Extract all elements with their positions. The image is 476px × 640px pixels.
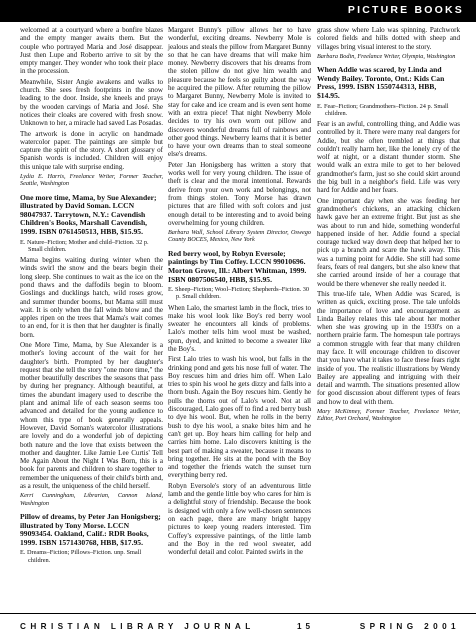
issue-date: SPRING 2001 [359, 622, 460, 631]
section-header-bar [0, 0, 476, 22]
review-paragraph: The artwork is done in acrylic on handmade watercolor paper. The paintings are simple but capture the spirit of the story. A short glossary of Spanish words is included. Children will enjoy this unique tale with surprise ending. [20, 129, 163, 171]
column-right [317, 26, 460, 429]
column-middle [168, 26, 311, 558]
reviewer-credit: Mary McKinney, Former Teacher, Freelance Writer, Editor, Port Orchard, Washington [317, 408, 460, 423]
book-entry-heading: Pillow of dreams, by Peter Jan Honigsberg; illustrated by Tony Morse. LCCN 99093454. Oakland, Calif.: RDR Books, 1999. ISBN 1571430768, HBB, $17.95. [20, 511, 161, 547]
review-paragraph: First Lalo tries to wash his wool, but falls in the drinking pond and gets his nose full of water. The Boy rescues him and dries him off. When Lalo tries to spin his wool he gets dizzy and falls into a thorn bush. Again the Boy rescues him. Gently he pulls the thorns out of Lalo's wool. Not at all discouraged, Lalo goes off to find a red berry bush to dye his wool. But, when he rolls in the berry bush to dye his wool, a snake bites him and he can't get up. Boy hears him calling for help and carries him home. Lalo discovers knitting is the best part of making a sweater, because it means to bring together. He sits at the pond with the Boy and together the friends watch the sunset turn everything berry red. [168, 355, 311, 480]
review-paragraph: Peter Jan Honigsberg has written a story that works well for very young children. The issue of theft is clear and the moral intentional. Rewards derive from your own work and belongings, not from things stolen. Tony Morse has drawn pictures that are filled with soft colors and just enough detail to be interesting and to avoid being overwhelming for young children. [168, 160, 311, 227]
review-paragraph: One More Time, Mama, by Sue Alexander is a mother's loving account of the wait for her daughter's birth. Prompted by her daughter's request that she tell the story "one more time," the mother beautifully describes the seasons that pass by during her pregnancy. Although beautiful, at times the abundant imagery used to describe the plant and animal life of each season seems too advanced and detailed for the young audience to whom this type of book generally appeals. However, David Soman's watercolor illustrations are lovely and do a wonderful job of depicting both nature and the love that exists between the mother and daughter. Like Jamie Lee Curtis' Tell Me Again About the Night I Was Born, this is a book for parents and children to share together to remember the uniqueness of their child's birth and, as a result, the uniqueness of the child herself. [20, 340, 163, 491]
book-entry-heading: Red berry wool, by Robyn Eversole; paintings by Tim Coffey. LCCN 99010696. Morton Grove, Ill.: Albert Whitman, 1999. ISBN 0807506540, HBB, $15.95. [168, 248, 307, 284]
reviewer-credit: Lydia E. Harris, Freelance Writer, Former Teacher, Seattle, Washington [20, 173, 163, 188]
review-paragraph: Meanwhile, Sister Angie awakens and walks to church. She sees fresh footprints in the snow leading to the door. Inside, she kneels and prays by the wooden carvings of Maria and José. She notices their cloaks are covered with fresh snow. Unknown to her, a miracle had saved Las Posadas. [20, 77, 163, 128]
review-paragraph: This true-life tale, When Addie was Scared, is written as quick, exciting prose. The tale unfolds the importance of love and encouragement as Linda Bailey relates this tale about her mother when she was growing up in the 1930's on a northern prairie farm. The homespun tale portrays a common struggle with fear that many children may face. It will encourage children to discover that you have what it takes to face these fears right inside of you. The realistic illustrations by Wendy Bailey are appealing and intriguing with their detail and warmth. The situations presented allow for good discussion about different types of fears and how to deal with them. [317, 289, 460, 406]
review-paragraph: Margaret Bunny's pillow allows her to have wonderful, exciting dreams. Newberry Mole is jealous and steals the pillow from Margaret Bunny so that he can have dreams that will make him money. Newberry discovers that his dreams from the stolen pillow do not give him wealth and pleasure because he feels so guilty about the way he acquired the pillow. After returning the pillow to Margaret Bunny, Newberry Mole is invited to stay for cake and ice cream and is even sent home with an extra piece! That night Newberry Mole decides to try his own worn out pillow and discovers wonderful dreams full of rainbows and other good things. Newberry learns that it is better to have your own dreams than to steal someone else's dreams. [168, 26, 311, 159]
journal-name: CHRISTIAN LIBRARY JOURNAL [20, 622, 255, 631]
subject-line: E. Dreams–Fiction; Pillows–Fiction. unp. Small children. [20, 549, 142, 564]
review-paragraph: welcomed at a courtyard where a bonfire blazes and the empty manger awaits them. But the couple who portrayed Maria and José disappear. Just then Lupe and Roberto arrive to sit by the empty manger. They wonder who took their place in the procession. [20, 26, 163, 76]
review-paragraph: One important day when she was feeding her grandmother's chickens, an attacking chicken hawk gave her an extreme fright. But just as she was about to run and hide, something wonderful happened inside of her. Addie found a special courage tucked way down deep that helped her to pick up a branch and scare the hawk away. This was a turning point for Addie. She still had some fears, fears of real dangers, but she also knew that she carried around inside of her a courage that would be there whenever she really needed it. [317, 196, 460, 288]
review-page [0, 22, 476, 612]
review-paragraph: When Lalo, the smartest lamb in the flock, tries to make his wool look like Boy's red berry wool sweater he encounters all kinds of problems. Lalo's mother tells him wool must be washed, spun, dyed, and knitted to become a sweater like the Boy's. [168, 303, 311, 353]
column-left [20, 26, 163, 567]
page-number: 15 [297, 622, 315, 631]
section-title: PICTURE BOOKS [347, 4, 464, 16]
review-paragraph: Robyn Eversole's story of an adventurous little lamb and the gentle little boy who cares for him is a delightful story of friendship. Because the book is designed with only a few well-chosen sentences on each page, there are many bright happy pictures to keep young readers interested. Tim Coffey's expressive paintings, of the little lamb and the Boy in the red wool sweater, add wonderful detail and color. Painted swirls in the [168, 481, 311, 557]
review-paragraph: Mama begins waiting during winter when the winds swirl the snow and the bears begin their long sleep. She continues to wait as the ice on the pond thaws and the daffodils begin to bloom. Goslings and ducklings hatch, wild roses grow, and summer thunder booms, but Mama still must wait. It is only when the fall winds blow and the apples ripen on the trees that Mama's wait comes to an end, for it is then that her daughter is finally born. [20, 256, 163, 339]
book-entry-heading: One more time, Mama, by Sue Alexander; illustrated by David Soman. LCCN 98047937. Tarrytown, N.Y.: Cavendish Children's Books, Marshall Cavendish, 1999. ISBN 0761450513, HBB, $15.95. [20, 192, 157, 237]
book-entry-heading: When Addie was scared, by Linda and Wendy Bailey. Toronto, Ont.: Kids Can Press, 1999. ISBN 1550744313, HBB, $14.95. [317, 65, 445, 100]
subject-line: E. Nature–Fiction; Mother and child–Fiction. 32 p. Small children. [20, 238, 149, 253]
reviewer-credit: Kerri Cunningham, Librarian, Cannon Island, Washington [20, 492, 163, 507]
page-footer [0, 613, 476, 640]
subject-line: E. Sheep–Fiction; Wool–Fiction; Shepherds–Fiction. 30 p. Small children. [168, 286, 310, 301]
review-paragraph: grass show where Lalo was spinning. Patchwork colored fields and hills dotted with sheep and villages bring visual interest to the story. [317, 26, 460, 51]
reviewer-credit: Barbara Bodin, Freelance Writer, Olympia, Washington [317, 52, 456, 60]
reviewer-credit: Barbara Wall, School Library System Director, Oswego County BOCES, Mexico, New York [168, 229, 311, 244]
review-paragraph: Fear is an awful, controlling thing, and Addie was controlled by it. There were many real dangers for Addie, but she often trembled at things that couldn't really harm her, like the lonely cry of the wolf at night, or a distant thunder storm. She would walk an extra mile to get to her beloved grandmother's farm, just so she could skirt around the big bull in a neighbor's field. Life was very hard for Addie and her fears. [317, 119, 460, 195]
subject-line: E. Fear–Fiction; Grandmothers–Fiction. 24 p. Small children. [317, 102, 449, 117]
